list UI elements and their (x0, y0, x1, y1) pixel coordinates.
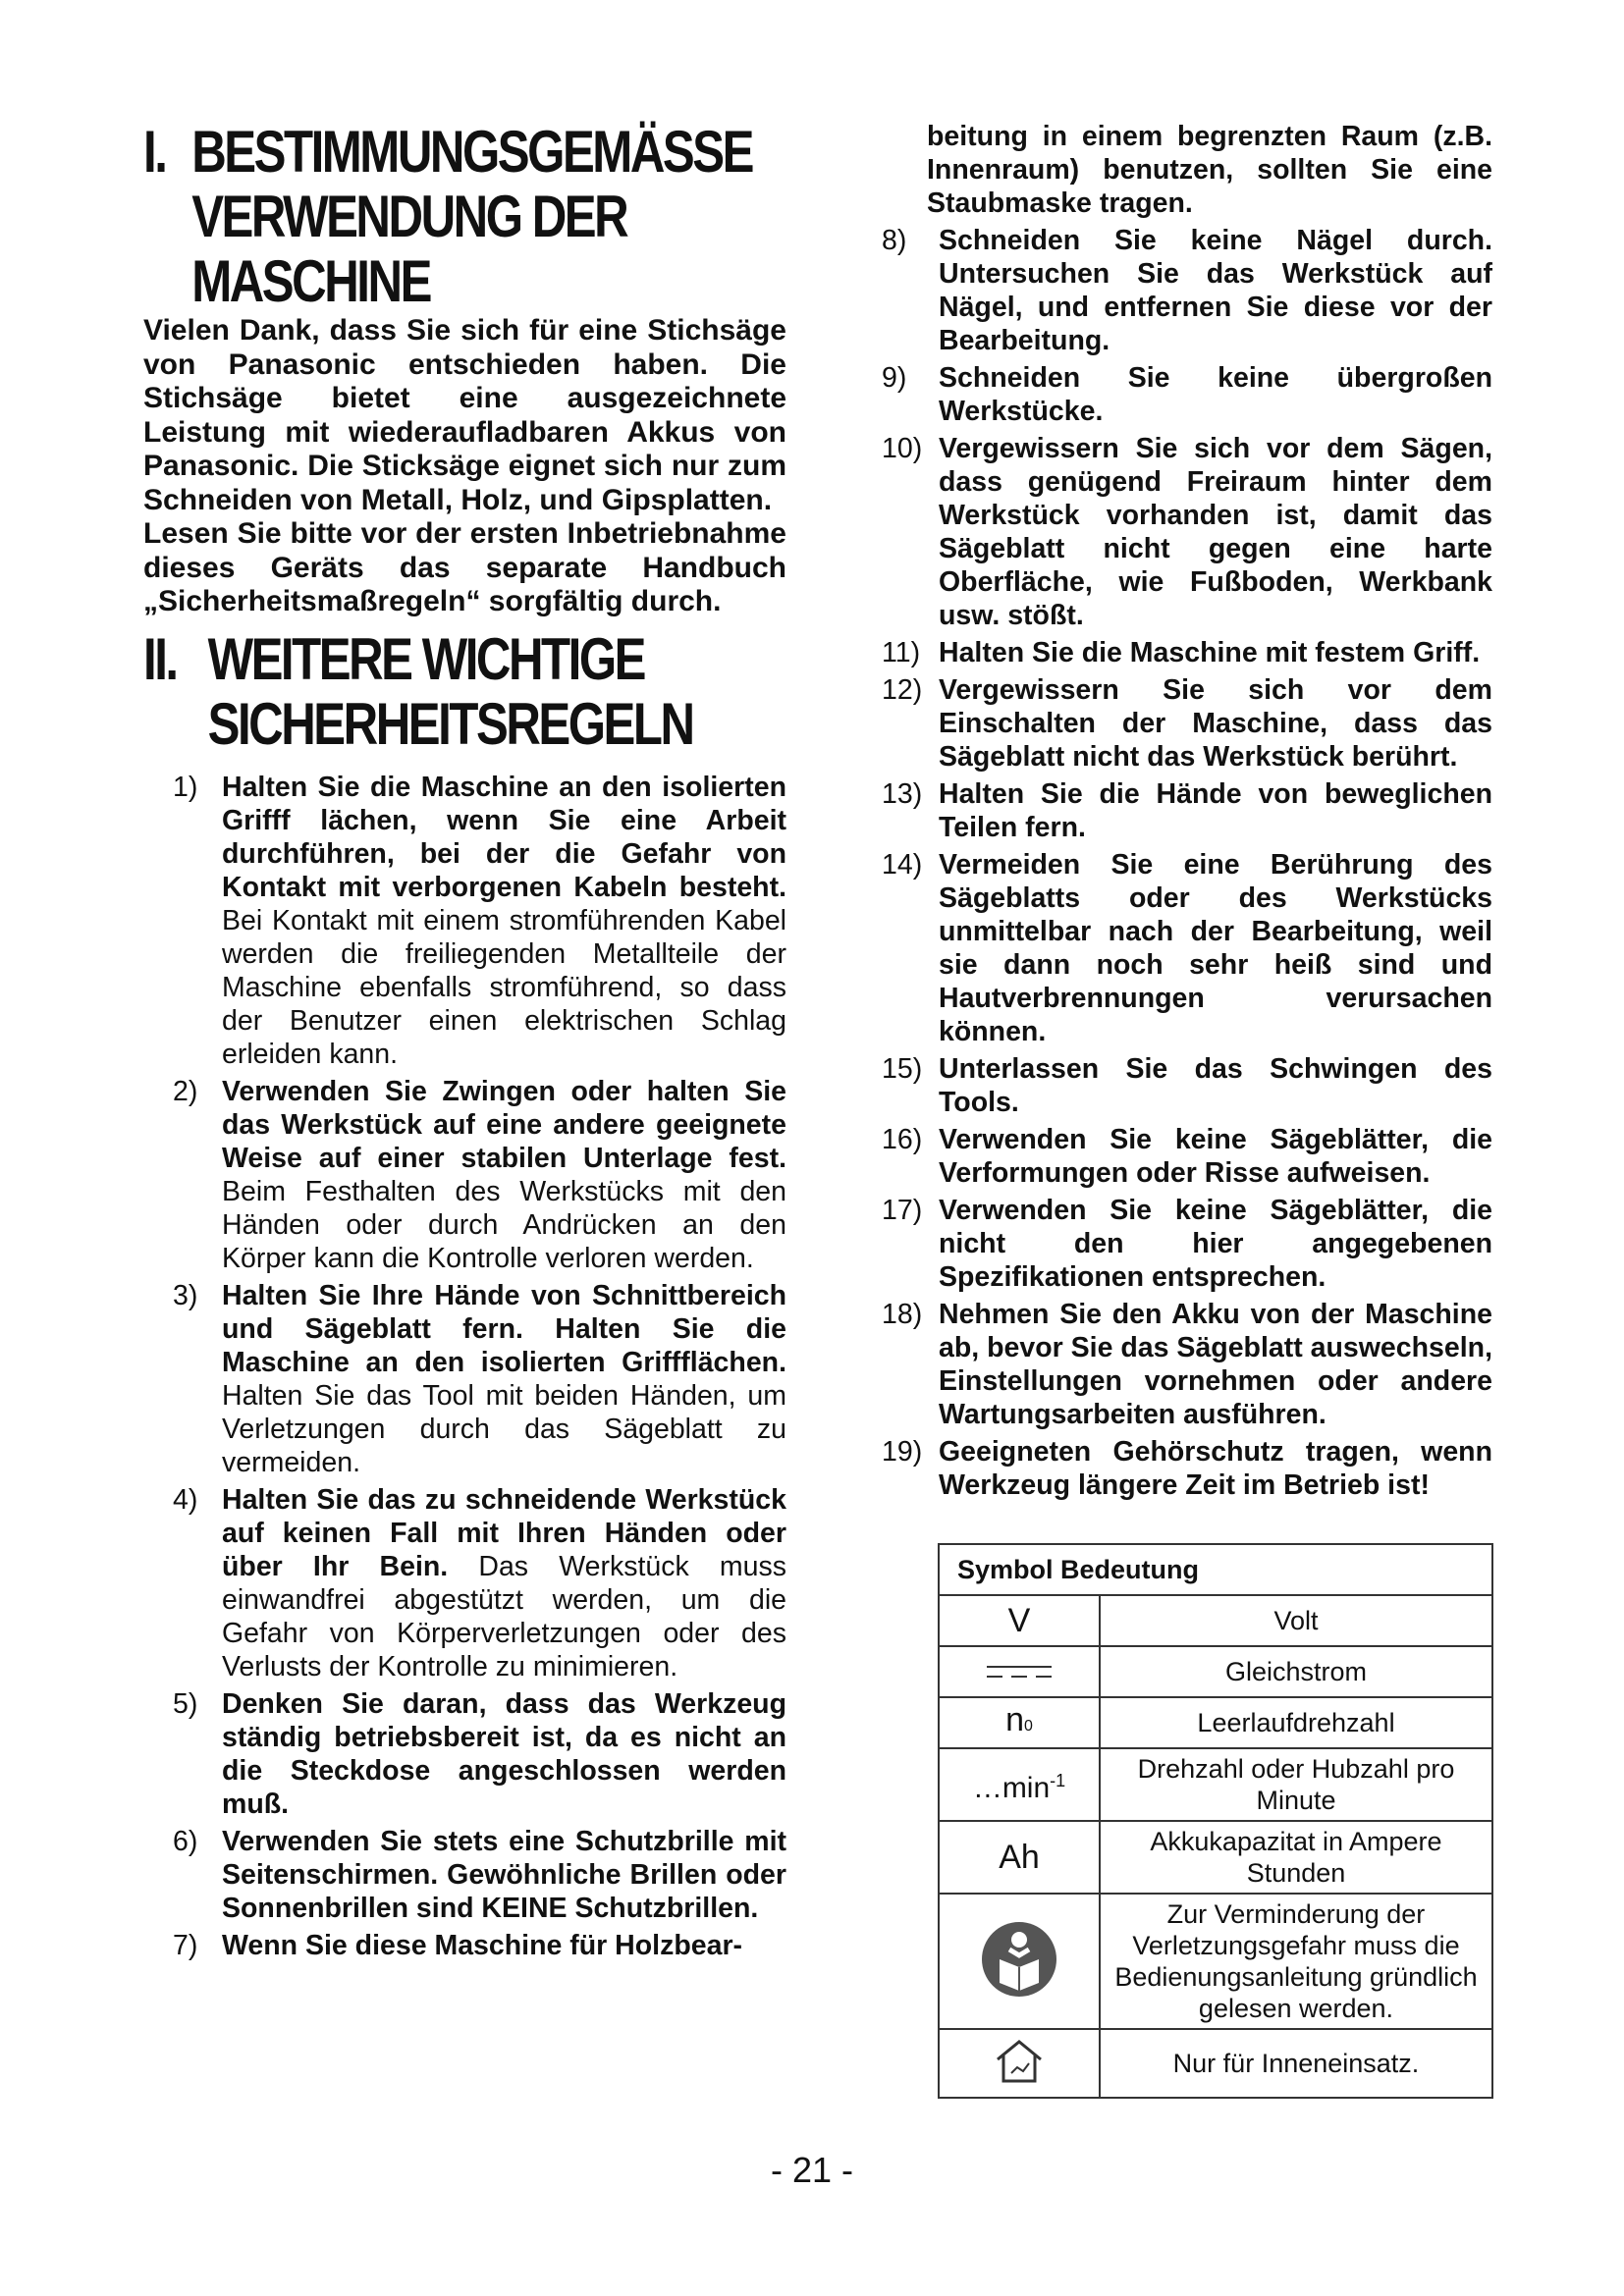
list-item: 8) Schneiden Sie keine Nägel durch. Untersuchen Sie das Werkstück auf Nägel, und entfernen Sie diese vor der Bearbeitung. (882, 225, 1492, 356)
list-item: 13) Halten Sie die Hände von beweglichen Teilen fern. (882, 778, 1492, 843)
safety-rules-list (143, 771, 786, 1962)
list-item: 17) Verwenden Sie keine Sägeblätter, die nicht den hier angegebenen Spezifikationen entsprechen. (882, 1195, 1492, 1293)
section-1-title: I. BESTIMMUNGSGEMÄSSE VERWENDUNG DER MASCHINE (143, 119, 752, 314)
symbol-cell (939, 1894, 1100, 2029)
list-item: 18) Nehmen Sie den Akku von der Maschine ab, bevor Sie das Sägeblatt auswechseln, Einstellungen vornehmen oder andere Wartungsarbeiten ausführen. (882, 1299, 1492, 1430)
list-item: 16) Verwenden Sie keine Sägeblätter, die Verformungen oder Risse aufweisen. (882, 1124, 1492, 1189)
list-item: 7) Wenn Sie diese Maschine für Holzbear- (173, 1929, 743, 1961)
right-column (882, 120, 1492, 1506)
safety-rules-list-continued (882, 224, 1492, 1502)
symbol-cell (939, 1646, 1100, 1697)
symbol-cell: Ah (939, 1821, 1100, 1894)
list-item: 10) Vergewissern Sie sich vor dem Sägen, dass genügend Freiraum hinter dem Werkstück vorhanden ist, damit das Sägeblatt nicht gegen eine harte Oberfläche, wie Fußboden, Werkbank usw. stößt. (882, 433, 1492, 631)
list-item: 1) Halten Sie die Maschine an den isolierten Grifff lächen, wenn Sie eine Arbeit durchführen, bei der die Gefahr von Kontakt mit verborgenen Kabeln besteht. Bei Kontakt mit einem stromführenden Kabel werden die freiliegenden Metallteile der Maschine ebenfalls stromführend, so dass der Benutzer einen elektrischen Schlag erleiden kann. (173, 771, 786, 1070)
meaning-cell: Drehzahl oder Hubzahl pro Minute (1100, 1748, 1492, 1821)
table-row (939, 1894, 1492, 2029)
section-2-title: II. WEITERE WICHTIGE SICHERHEITSREGELN (143, 625, 693, 757)
meaning-cell: Volt (1100, 1595, 1492, 1646)
dc-current-icon (985, 1661, 1054, 1682)
meaning-cell: Akkukapazitat in Ampere Stunden (1100, 1821, 1492, 1894)
symbol-cell (939, 2029, 1100, 2098)
read-manual-icon (980, 1920, 1058, 1999)
left-column (143, 120, 786, 1966)
meaning-cell: Leerlaufdrehzahl (1100, 1697, 1492, 1748)
section-2-number: II. (143, 625, 177, 692)
rule-7-continuation: beitung in einem begrenzten Raum (z.B. Innenraum) benutzen, sollten Sie eine Staubmaske tragen. (927, 121, 1492, 219)
list-item: 15) Unterlassen Sie das Schwingen des Tools. (882, 1053, 1492, 1118)
list-item: 14) Vermeiden Sie eine Berührung des Sägeblatts oder des Werkstücks unmittelbar nach der Bearbeitung, weil sie dann noch sehr heiß sind und Hautverbrennungen verursachen können. (882, 849, 1492, 1047)
page-number: - 21 - (770, 2150, 854, 2190)
symbol-cell: V (939, 1595, 1100, 1646)
list-item: 5) Denken Sie daran, dass das Werkzeug ständig betriebsbereit ist, da es nicht an die Steckdose angeschlossen werden muß. (173, 1687, 786, 1820)
table-header-row (939, 1544, 1492, 1595)
list-item: 9) Schneiden Sie keine übergroßen Werkstücke. (882, 362, 1492, 427)
list-item: 3) Halten Sie Ihre Hände von Schnittbereich und Sägeblatt fern. Halten Sie die Maschine an den isolierten Griffflächen. Halten Sie das Tool mit beiden Händen, um Verletzungen durch das Sägeblatt zu vermeiden. (173, 1279, 786, 1478)
list-item: 6) Verwenden Sie stets eine Schutzbrille mit Seitenschirmen. Gewöhnliche Brillen oder Sonnenbrillen sind KEINE Schutzbrillen. (173, 1825, 786, 1924)
list-item: 19) Geeigneten Gehörschutz tragen, wenn Werkzeug längere Zeit im Betrieb ist! (882, 1436, 1492, 1501)
table-row (939, 1748, 1492, 1821)
symbol-table (938, 1543, 1493, 2099)
indoor-use-icon (990, 2038, 1049, 2085)
symbol-cell: $\dots\min^{-1}$ (939, 1748, 1100, 1821)
meaning-cell: Gleichstrom (1100, 1646, 1492, 1697)
table-row (939, 1646, 1492, 1697)
list-item: 4) Halten Sie das zu schneidende Werkstück auf keinen Fall mit Ihren Händen oder über Ihr Bein. Das Werkstück muss einwandfrei abgestützt werden, um die Gefahr von Körperverletzungen oder des Verlusts der Kontrolle zu minimieren. (173, 1483, 786, 1682)
list-item: 12) Vergewissern Sie sich vor dem Einschalten der Maschine, dass das Sägeblatt nicht das Werkstück berührt. (882, 674, 1492, 773)
table-row (939, 1697, 1492, 1748)
list-item: 2) Verwenden Sie Zwingen oder halten Sie das Werkstück auf eine andere geeignete Weise auf einer stabilen Unterlage fest. Beim Festhalten des Werkstücks mit den Händen oder durch Andrücken an den Körper kann die Kontrolle verloren werden. (173, 1075, 786, 1274)
list-item: 11) Halten Sie die Maschine mit festem Griff. (882, 637, 1481, 668)
table-header: Symbol Bedeutung (939, 1544, 1492, 1595)
manual-note-paragraph: Lesen Sie bitte vor der ersten Inbetriebnahme dieses Geräts das separate Handbuch „Sicherheitsmaßregeln“ sorgfältig durch. (143, 517, 786, 617)
table-row (939, 1595, 1492, 1646)
table-row (939, 2029, 1492, 2098)
intro-paragraph: Vielen Dank, dass Sie sich für eine Stichsäge von Panasonic entschieden haben. Die Stichsäge bietet eine ausgezeichnete Leistung mit wiederaufladbaren Akkus von Panasonic. Die Sticksäge eignet sich nur zum Schneiden von Metall, Holz, und Gipsplatten. (143, 314, 786, 516)
section-1-number: I. (143, 119, 166, 185)
table-row (939, 1821, 1492, 1894)
meaning-cell: Nur für Inneneinsatz. (1100, 2029, 1492, 2098)
symbol-cell: n0 (939, 1697, 1100, 1748)
meaning-cell: Zur Verminderung der Verletzungsgefahr muss die Bedienungsanleitung gründlich gelesen werden. (1100, 1894, 1492, 2029)
